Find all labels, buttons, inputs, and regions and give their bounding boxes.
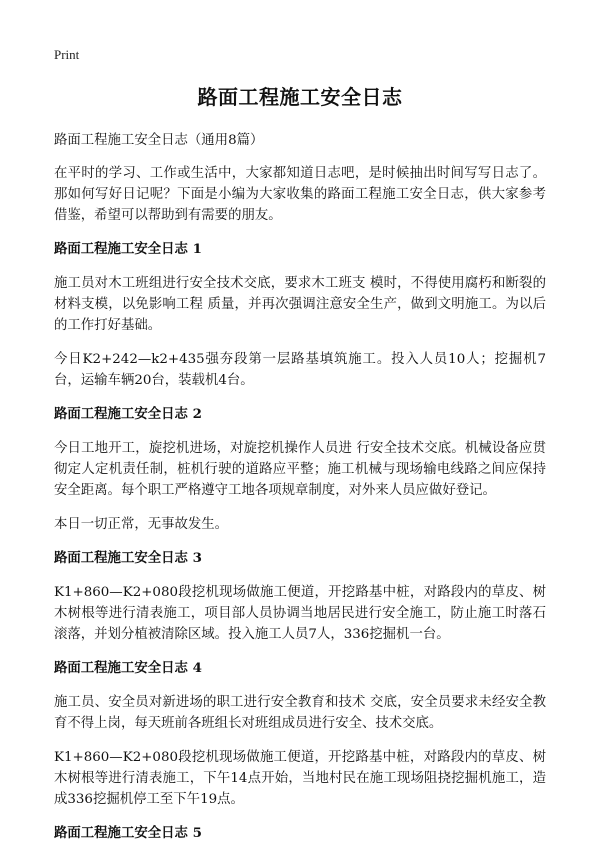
section-paragraph: 施工员对木工班组进行安全技术交底，要求木工班支 模时，不得使用腐朽和断裂的材料支模，以免影响工程 质量，并再次强调注意安全生产，做到文明施工。为以后的工作打好基础。	[54, 276, 546, 333]
section-paragraph: 今日工地开工，旋挖机进场，对旋挖机操作人员进 行安全技术交底。机械设备应贯彻定人定机责任制，桩机行驶的道路应平整；施工机械与现场输电线路之间应保持安全距离。每个职工严格遵守工地各项规章制度，对外来人员应做好登记。	[54, 441, 546, 498]
section-paragraph: K1+860—K2+080段挖机现场做施工便道，开挖路基中桩，对路段内的草皮、树木树根等进行清表施工，下午14点开始，当地村民在施工现场阻挠挖掘机施工，造成336挖掘机停工至下午19点。	[54, 750, 546, 807]
section-5	[54, 823, 546, 844]
section-1	[54, 239, 546, 391]
section-2	[54, 404, 546, 535]
section-paragraph: 今日K2+242—k2+435强夯段第一层路基填筑施工。投入人员10人；挖掘机7台，运输车辆20台，装载机4台。	[54, 352, 546, 388]
section-heading: 路面工程施工安全日志 2	[54, 406, 202, 422]
section-heading: 路面工程施工安全日志 1	[54, 241, 202, 257]
section-3	[54, 548, 546, 645]
section-heading: 路面工程施工安全日志 5	[54, 825, 202, 841]
document-title: 路面工程施工安全日志	[197, 85, 403, 109]
document-subtitle: 路面工程施工安全日志（通用8篇）	[54, 133, 264, 148]
section-paragraph: 施工员、安全员对新进场的职工进行安全教育和技术 交底，安全员要求未经安全教育不得上岗，每天班前各班组长对班组成员进行安全、技术交底。	[54, 695, 546, 731]
section-heading: 路面工程施工安全日志 3	[54, 550, 202, 566]
intro-paragraph: 在平时的学习、工作或生活中，大家都知道日志吧，是时候抽出时间写写日志了。那如何写好日记呢？下面是小编为大家收集的路面工程施工安全日志，供大家参考借鉴，希望可以帮助到有需要的朋友。	[54, 166, 546, 223]
section-paragraph: 本日一切正常，无事故发生。	[54, 517, 229, 532]
print-link[interactable]: Print	[54, 47, 80, 62]
section-4	[54, 658, 546, 810]
section-paragraph: K1+860—K2+080段挖机现场做施工便道，开挖路基中桩，对路段内的草皮、树木树根等进行清表施工，项目部人员协调当地居民进行安全施工，防止施工时落石滚落，并划分植被清除区域。投入施工人员7人，336挖掘机一台。	[54, 585, 546, 642]
section-heading: 路面工程施工安全日志 4	[54, 660, 202, 676]
